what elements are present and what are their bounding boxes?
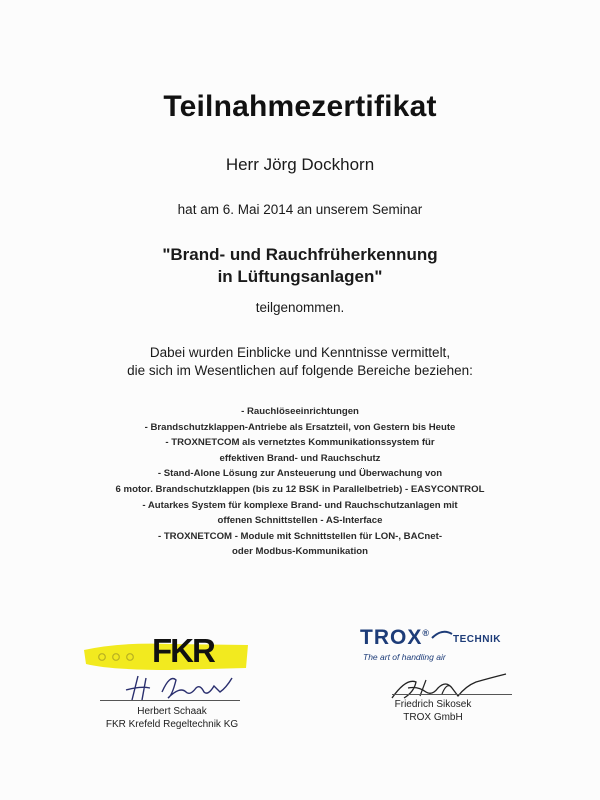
topic-line: - Rauchlöseeinrichtungen [241,406,359,417]
intro-line-1: Dabei wurden Einblicke und Kenntnisse vermittelt, [149,345,451,360]
topic-line: - TROXNETCOM - Module mit Schnittstellen für LON-, BACnet- [157,530,443,542]
participated-text: teilgenommen. [255,300,345,315]
seminar-title-line-1: "Brand- und Rauchfrüherkennung [162,245,438,264]
topic-line: effektiven Brand- und Rauchschutz [219,452,381,464]
signatory-right-name: Friedrich Sikosek [394,699,472,710]
intro-line-2: die sich im Wesentlichen auf folgende Bereiche beziehen: [127,363,473,378]
seminar-date-line: hat am 6. Mai 2014 an unserem Seminar [177,202,423,217]
signatory-left-company: FKR Krefeld Regeltechnik KG [105,718,239,730]
certificate-title: Teilnahmezertifikat [163,90,437,123]
topic-line: - Stand-Alone Lösung zur Ansteuerung und Überwachung von [157,468,443,480]
topic-line: - Brandschutzklappen-Antriebe als Ersatzteil, von Gestern bis Heute [144,421,456,433]
topic-line: 6 motor. Brandschutzklappen (bis zu 12 BSK in Parallelbetrieb) - EASYCONTROL [115,483,485,495]
trox-swoosh-icon [430,628,454,642]
seminar-title-line-2: in Lüftungsanlagen" [217,267,383,286]
topic-line: - TROXNETCOM als vernetztes Kommunikationssystem für [165,437,435,449]
topic-line: offenen Schnittstellen - AS-Interface [217,515,383,527]
signatory-left-name: Herbert Schaak [137,706,207,717]
topic-line: - Autarkes System für komplexe Brand- und Rauchschutzanlagen mit [142,499,458,511]
trox-logo-text: TROX [360,626,423,649]
signatory-left [72,706,272,731]
intro-text [0,344,600,380]
topic-list [80,404,520,560]
signature-line-right [392,694,512,695]
signatory-right-company: TROX GmbH [403,711,463,723]
recipient-name: Herr Jörg Dockhorn [225,155,375,174]
seminar-title [0,244,600,288]
signatory-right [353,699,513,724]
registered-mark: ® [422,628,430,638]
trox-logo [360,626,430,650]
fkr-logo-text: FKR [152,632,214,669]
trox-technik-text: TECHNIK [453,634,501,645]
trox-tagline: The art of handling air [363,652,446,662]
topic-line: oder Modbus-Kommunikation [232,546,368,558]
signature-line-left [100,700,240,701]
